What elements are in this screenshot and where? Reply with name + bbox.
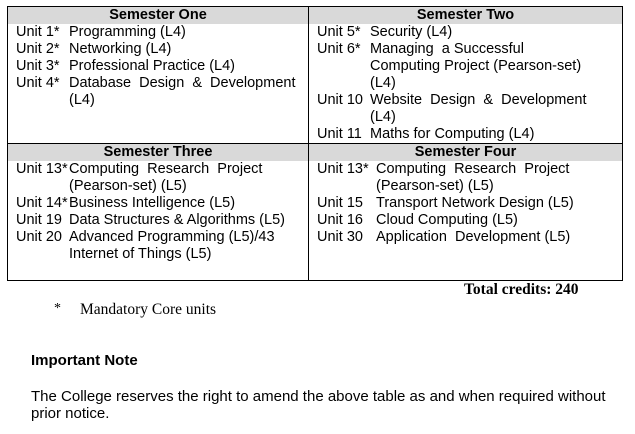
unit-title-line: Data Structures & Algorithms (L5) (69, 212, 285, 228)
unit-title-line: (L4) (370, 109, 396, 125)
semester-two-header: Semester Two (309, 7, 622, 24)
unit-title-line: Cloud Computing (L5) (376, 212, 518, 228)
unit-code: Unit 2* (16, 41, 60, 57)
unit-code: Unit 5* (317, 24, 361, 40)
unit-code: Unit 13* (16, 161, 68, 177)
unit-title-line: (L4) (69, 92, 95, 108)
unit-title-line: Database Design & Development (69, 75, 296, 91)
unit-code: Unit 14* (16, 195, 68, 211)
semester-four-header: Semester Four (309, 144, 622, 161)
unit-title-line: Computing Research Project (69, 161, 263, 177)
unit-code: Unit 3* (16, 58, 60, 74)
semester-four-cell (308, 143, 623, 281)
unit-code: Unit 30 (317, 229, 363, 245)
unit-code: Unit 16 (317, 212, 363, 228)
semester-two-cell (308, 6, 623, 144)
unit-code: Unit 15 (317, 195, 363, 211)
unit-code: Unit 1* (16, 24, 60, 40)
unit-code: Unit 11 (317, 126, 362, 142)
unit-title-line: Networking (L4) (69, 41, 172, 57)
unit-code: Unit 10 (317, 92, 363, 108)
unit-title-line: Advanced Programming (L5)/43 (69, 229, 275, 245)
unit-title-line: (Pearson-set) (L5) (376, 178, 494, 194)
semester-three-header: Semester Three (8, 144, 308, 161)
unit-title-line: Business Intelligence (L5) (69, 195, 236, 211)
unit-title-line: Managing a Successful (370, 41, 524, 57)
unit-title-line: Computing Project (Pearson-set) (370, 58, 582, 74)
semester-one-header: Semester One (8, 7, 308, 24)
unit-code: Unit 19 (16, 212, 62, 228)
unit-title-line: Application Development (L5) (376, 229, 571, 245)
important-note-body: The College reserves the right to amend the above table as and when required without prior notice. (31, 388, 606, 422)
unit-title-line: Internet of Things (L5) (69, 246, 212, 262)
total-credits: Total credits: 240 (464, 281, 579, 298)
unit-title-line: (L4) (370, 75, 396, 91)
legend-asterisk: * (54, 301, 61, 316)
semester-table (7, 6, 623, 281)
unit-title-line: (Pearson-set) (L5) (69, 178, 187, 194)
unit-title-line: Security (L4) (370, 24, 453, 40)
unit-title-line: Programming (L4) (69, 24, 186, 40)
legend-text: Mandatory Core units (80, 301, 217, 318)
semester-three-cell (7, 143, 309, 281)
unit-title-line: Transport Network Design (L5) (376, 195, 574, 211)
important-note-heading: Important Note (31, 352, 138, 369)
unit-title-line: Maths for Computing (L4) (370, 126, 535, 142)
unit-title-line: Computing Research Project (376, 161, 570, 177)
unit-code: Unit 13* (317, 161, 369, 177)
unit-code: Unit 6* (317, 41, 361, 57)
unit-title-line: Professional Practice (L4) (69, 58, 236, 74)
unit-code: Unit 4* (16, 75, 60, 91)
unit-title-line: Website Design & Development (370, 92, 587, 108)
unit-code: Unit 20 (16, 229, 62, 245)
semester-one-cell (7, 6, 309, 144)
